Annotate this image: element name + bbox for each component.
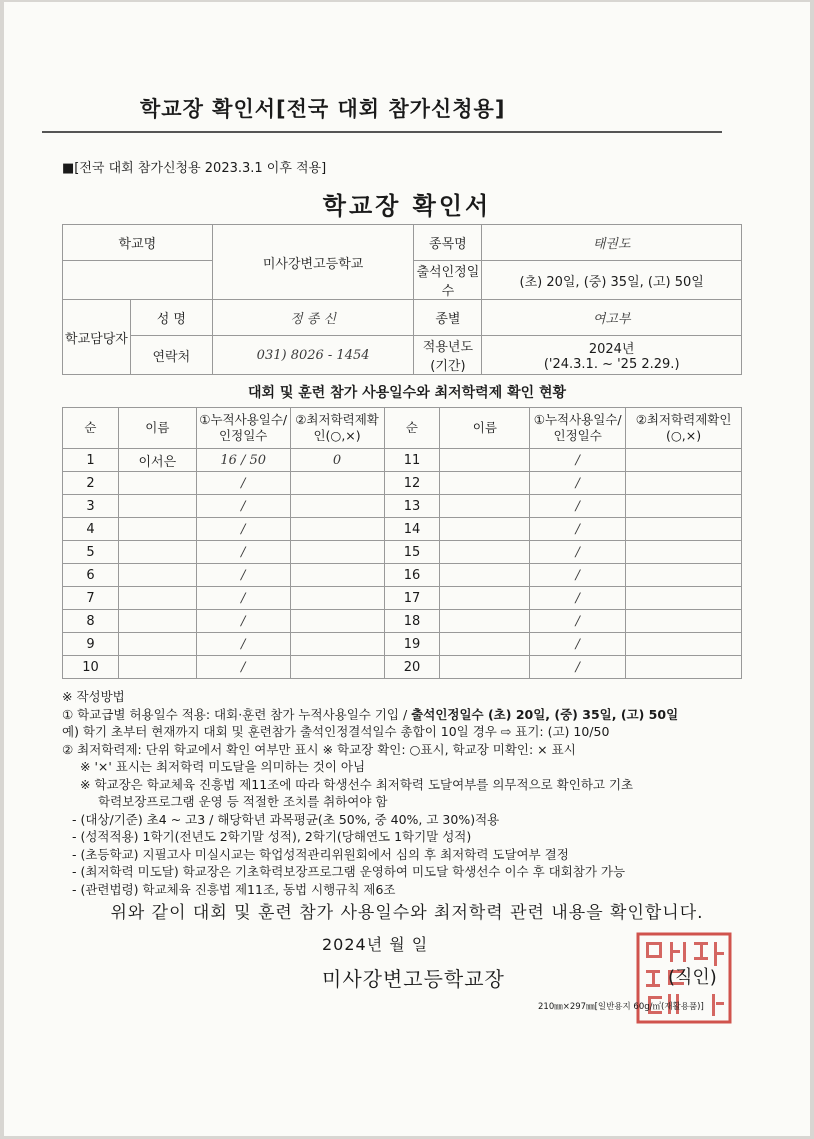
row-days-cell: / (196, 518, 290, 541)
row-name-cell (440, 610, 530, 633)
table-row (63, 495, 742, 518)
row-academic-cell (626, 656, 742, 679)
row-no-cell: 10 (63, 656, 119, 679)
name-value: 정 종 신 (212, 300, 414, 336)
principal-name: 미사강변고등학교장 (322, 967, 505, 991)
row-academic-cell (626, 449, 742, 472)
row-academic-cell (626, 495, 742, 518)
table-row (63, 633, 742, 656)
row-no-cell: 9 (63, 633, 119, 656)
table-row (63, 449, 742, 472)
row-name-cell (440, 541, 530, 564)
instructions (62, 688, 752, 898)
row-days-cell: / (196, 610, 290, 633)
row-academic-cell (290, 564, 384, 587)
row-name-cell (440, 587, 530, 610)
seal-label: (직인) (668, 967, 717, 988)
header-name-right: 이름 (440, 408, 530, 449)
instruction-1-text: ① 학교급별 허용일수 적용: 대회·훈련 참가 누적사용일수 기입 / (62, 706, 412, 722)
row-no-cell: 5 (63, 541, 119, 564)
instruction-2-note-1: ※ '×' 표시는 최저학력 미도달을 의미하는 것이 아님 (80, 759, 366, 774)
row-no-cell: 17 (384, 587, 440, 610)
row-no-cell: 8 (63, 610, 119, 633)
row-no-cell: 3 (63, 495, 119, 518)
instruction-1-example: 예) 학기 초부터 현재까지 대회 및 훈련참가 출석인정결석일수 총합이 10일 경우 ⇨ 표기: (고) 10/50 (62, 724, 610, 739)
header-days-right: ①누적사용일수/인정일수 (530, 408, 626, 449)
row-days-cell: / (530, 610, 626, 633)
table-row (63, 610, 742, 633)
row-academic-cell (626, 587, 742, 610)
row-days-cell: / (530, 472, 626, 495)
bullet-2: - (성적적용) 1학기(전년도 2학기말 성적), 2학기(당해연도 1학기말 성적) (72, 829, 472, 844)
instruction-2-note-2: ※ 학교장은 학교체육 진흥법 제11조에 따라 학생선수 최저학력 도달여부를 의무적으로 확인하고 기초 (80, 776, 634, 792)
header-title: 학교장 확인서[전국 대회 참가신청용] (140, 97, 506, 121)
row-days-cell: / (196, 472, 290, 495)
row-no-cell: 14 (384, 518, 440, 541)
row-no-cell: 12 (384, 472, 440, 495)
row-academic-cell: 0 (290, 449, 384, 472)
row-name-cell (118, 633, 196, 656)
instructions-heading: ※ 작성방법 (62, 689, 125, 704)
row-days-cell: / (530, 564, 626, 587)
year-label: 적용년도(기간) (414, 336, 482, 375)
row-no-cell: 4 (63, 518, 119, 541)
table-row (63, 518, 742, 541)
row-academic-cell (290, 495, 384, 518)
header-name-left: 이름 (118, 408, 196, 449)
row-days-cell: / (530, 633, 626, 656)
attendance-value: (초) 20일, (중) 35일, (고) 50일 (482, 261, 742, 300)
sport-label: 종목명 (414, 225, 482, 261)
manager-label: 학교담당자 (63, 300, 131, 375)
row-academic-cell (626, 472, 742, 495)
row-name-cell: 이서은 (118, 449, 196, 472)
row-no-cell: 2 (63, 472, 119, 495)
contact-value: 031) 8026 - 1454 (212, 336, 414, 375)
row-no-cell: 18 (384, 610, 440, 633)
row-no-cell: 15 (384, 541, 440, 564)
row-days-cell: / (530, 587, 626, 610)
instruction-2: ② 최저학력제: 단위 학교에서 확인 여부만 표시 ※ 학교장 확인: ○표시, 학교장 미확인: × 표시 (62, 741, 576, 757)
category-label: 종별 (414, 300, 482, 336)
grid-title: 대회 및 훈련 참가 사용일수와 최저학력제 확인 현황 (247, 385, 567, 401)
row-name-cell (118, 587, 196, 610)
row-academic-cell (626, 518, 742, 541)
row-days-cell: / (196, 587, 290, 610)
row-days-cell: / (196, 495, 290, 518)
info-table (62, 224, 742, 375)
instruction-2-note-3: 학력보장프로그램 운영 등 적절한 조치를 취하여야 함 (98, 794, 388, 809)
header-no-left: 순 (63, 408, 119, 449)
bullet-3: - (초등학교) 지필고사 미실시교는 학업성적관리위원회에서 심의 후 최저학력 도달여부 결정 (72, 846, 569, 862)
header-academic-left: ②최저학력제확인(○,×) (290, 408, 384, 449)
row-academic-cell (626, 541, 742, 564)
row-no-cell: 1 (63, 449, 119, 472)
bullet-4: - (최저학력 미도달) 학교장은 기초학력보장프로그램 운영하여 미도달 학생선수 이수 후 대회참가 가능 (72, 864, 626, 879)
bullet-5: - (관련법령) 학교체육 진흥법 제11조, 동법 시행규칙 제6조 (72, 881, 396, 897)
paper-spec-footer: 210㎜×297㎜[일반용지 60g/㎡(재활용품)] (538, 1002, 704, 1012)
row-name-cell (118, 472, 196, 495)
row-no-cell: 16 (384, 564, 440, 587)
sport-value: 태권도 (482, 225, 742, 261)
category-value: 여고부 (482, 300, 742, 336)
year-cell (482, 336, 742, 375)
row-days-cell: / (530, 541, 626, 564)
row-no-cell: 11 (384, 449, 440, 472)
table-row (63, 472, 742, 495)
row-academic-cell (290, 656, 384, 679)
row-academic-cell (290, 610, 384, 633)
row-name-cell (118, 518, 196, 541)
school-value: 미사강변고등학교 (212, 225, 414, 300)
row-no-cell: 20 (384, 656, 440, 679)
row-name-cell (440, 518, 530, 541)
row-days-cell: / (530, 656, 626, 679)
instruction-1 (62, 706, 752, 724)
row-name-cell (118, 495, 196, 518)
row-no-cell: 13 (384, 495, 440, 518)
row-name-cell (440, 656, 530, 679)
row-name-cell (118, 564, 196, 587)
row-days-cell: / (530, 518, 626, 541)
row-days-cell: / (196, 656, 290, 679)
name-label: 성 명 (130, 300, 212, 336)
row-academic-cell (290, 541, 384, 564)
instruction-1-bold: 출석인정일수 (초) 20일, (중) 35일, (고) 50일 (411, 706, 679, 722)
confirmation-statement: 위와 같이 대회 및 훈련 참가 사용일수와 최저학력 관련 내용을 확인합니다. (110, 903, 704, 923)
school-label-cont (63, 261, 213, 300)
contact-label: 연락처 (130, 336, 212, 375)
header-days-left: ①누적사용일수/인정일수 (196, 408, 290, 449)
row-academic-cell (626, 633, 742, 656)
row-days-cell: / (196, 564, 290, 587)
row-no-cell: 7 (63, 587, 119, 610)
row-academic-cell (290, 633, 384, 656)
period-value: ('24.3.1. ~ '25 2.29.) (543, 357, 680, 372)
applicability-note: ■[전국 대회 참가신청용 2023.3.1 이후 적용] (62, 161, 327, 176)
row-days-cell: / (196, 633, 290, 656)
row-no-cell: 6 (63, 564, 119, 587)
row-academic-cell (626, 564, 742, 587)
row-academic-cell (290, 518, 384, 541)
row-days-cell: / (530, 449, 626, 472)
status-grid (62, 407, 742, 679)
header-no-right: 순 (384, 408, 440, 449)
row-name-cell (440, 495, 530, 518)
header-academic-right: ②최저학력제확인(○,×) (626, 408, 742, 449)
row-name-cell (440, 564, 530, 587)
table-row (63, 587, 742, 610)
row-days-cell: / (196, 541, 290, 564)
row-name-cell (440, 472, 530, 495)
bullet-1: - (대상/기준) 초4 ~ 고3 / 해당학년 과목평균(초 50%, 중 40%, 고 30%)적용 (72, 811, 500, 827)
year-value: 2024년 (588, 342, 635, 357)
header-rule (42, 131, 722, 133)
table-row (63, 541, 742, 564)
row-academic-cell (290, 472, 384, 495)
row-days-cell: / (530, 495, 626, 518)
table-row (63, 564, 742, 587)
row-name-cell (118, 610, 196, 633)
school-label: 학교명 (63, 225, 213, 261)
row-name-cell (118, 541, 196, 564)
row-no-cell: 19 (384, 633, 440, 656)
table-row (63, 656, 742, 679)
form-title: 학교장 확인서 (322, 192, 492, 220)
row-name-cell (440, 449, 530, 472)
row-name-cell (440, 633, 530, 656)
row-academic-cell (290, 587, 384, 610)
row-days-cell: 16 / 50 (196, 449, 290, 472)
attendance-label: 출석인정일수 (414, 261, 482, 300)
row-academic-cell (626, 610, 742, 633)
date-line: 2024년 월 일 (322, 935, 429, 954)
row-name-cell (118, 656, 196, 679)
